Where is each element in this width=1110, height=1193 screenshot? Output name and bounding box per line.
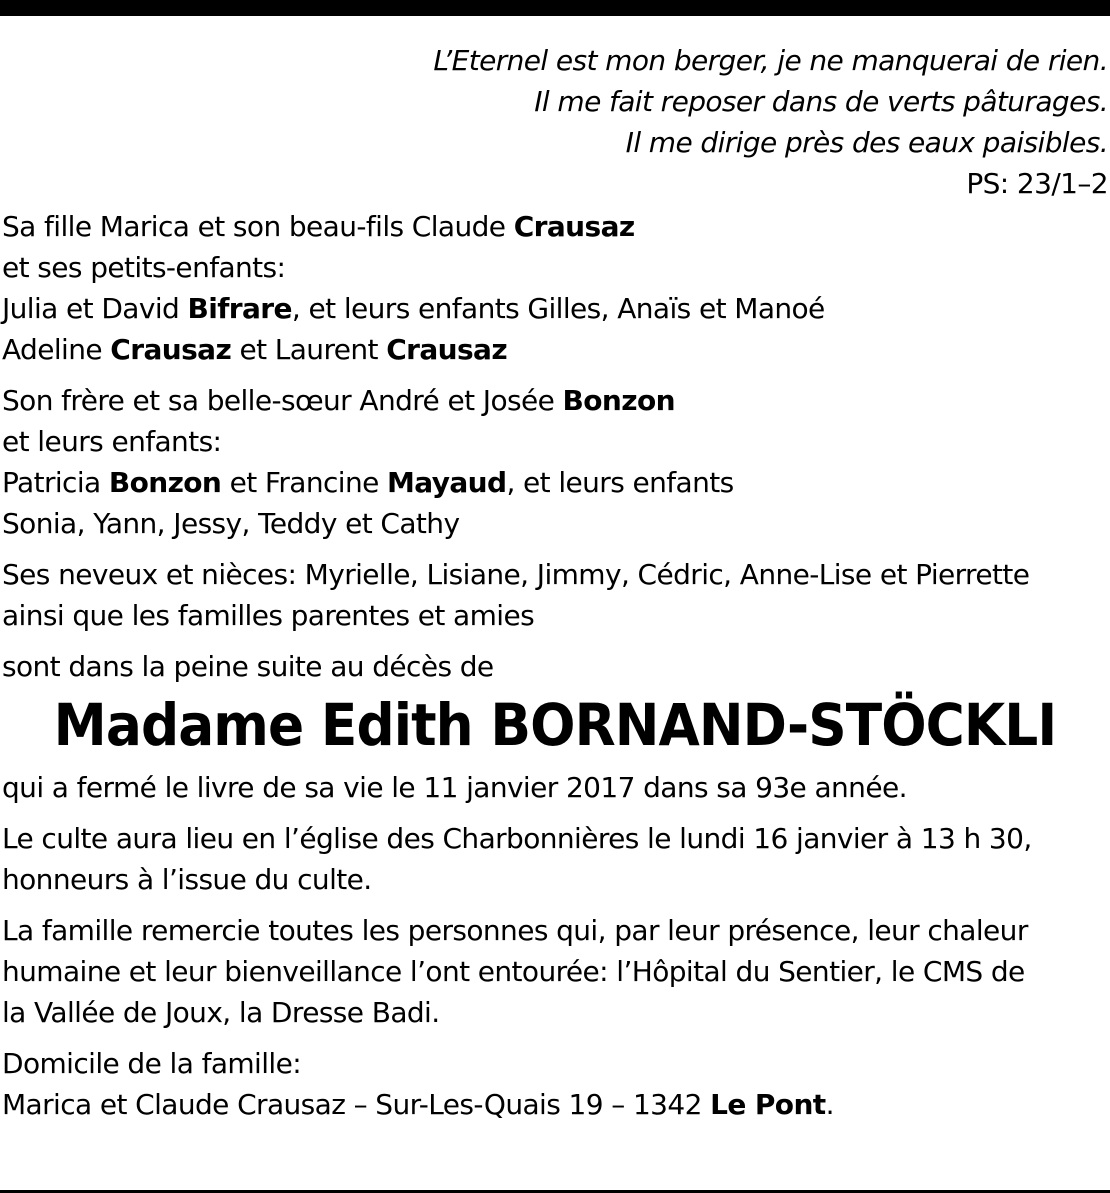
text: Julia et David — [2, 292, 188, 325]
surname: Bifrare — [187, 292, 292, 325]
surname: Crausaz — [386, 333, 508, 366]
death-notice-line: qui a fermé le livre de sa vie le 11 janvier 2017 dans sa 93e année. — [2, 771, 907, 804]
relatives-line: ainsi que les familles parentes et amies — [2, 599, 535, 632]
domicile-label: Domicile de la famille: — [2, 1047, 302, 1080]
text: Adeline — [2, 333, 111, 366]
service-block — [2, 818, 1108, 900]
thanks-line: humaine et leur bienveillance l’ont entourée: l’Hôpital du Sentier, le CMS de — [2, 955, 1025, 988]
deceased-name: Madame Edith BORNAND-STÖCKLI — [53, 691, 1057, 759]
family-line: et ses petits-enfants: — [2, 251, 286, 284]
town: Le Pont — [710, 1088, 826, 1121]
announcement-block — [2, 646, 1108, 687]
text: Son frère et sa belle-sœur André et Josée — [2, 384, 563, 417]
verse-line: Il me fait reposer dans de verts pâturages. — [534, 85, 1108, 118]
family-line — [2, 206, 1108, 247]
text: , et leurs enfants — [506, 466, 734, 499]
top-border — [0, 0, 1110, 16]
domicile-address — [2, 1084, 1108, 1125]
family-line — [2, 380, 1108, 421]
verse-line: Il me dirige près des eaux paisibles. — [625, 126, 1108, 159]
psalm-verse — [2, 40, 1108, 163]
text: . — [825, 1088, 834, 1121]
family-line: et leurs enfants: — [2, 425, 222, 458]
text: Marica et Claude Crausaz – Sur-Les-Quais 19 – 1342 — [2, 1088, 711, 1121]
service-line: honneurs à l’issue du culte. — [2, 863, 372, 896]
surname: Bonzon — [108, 466, 222, 499]
surname: Bonzon — [562, 384, 675, 417]
relatives-block — [2, 554, 1108, 636]
verse-reference: PS: 23/1–2 — [966, 167, 1108, 200]
family-line — [2, 462, 1108, 503]
text: Sa fille Marica et son beau-fils Claude — [2, 210, 514, 243]
thanks-line: La famille remercie toutes les personnes qui, par leur présence, leur chaleur — [2, 914, 1028, 947]
obituary-notice — [2, 40, 1108, 1125]
family-line — [2, 288, 1108, 329]
surname: Mayaud — [387, 466, 507, 499]
family-line: Sonia, Yann, Jessy, Teddy et Cathy — [2, 507, 460, 540]
surname: Crausaz — [110, 333, 232, 366]
service-line: Le culte aura lieu en l’église des Charbonnières le lundi 16 janvier à 13 h 30, — [2, 822, 1032, 855]
thanks-block — [2, 910, 1108, 1033]
text: et Laurent — [231, 333, 387, 366]
relatives-line: Ses neveux et nièces: Myrielle, Lisiane, Jimmy, Cédric, Anne-Lise et Pierrette — [2, 558, 1030, 591]
text: , et leurs enfants Gilles, Anaïs et Manoé — [291, 292, 825, 325]
surname: Crausaz — [513, 210, 635, 243]
family-brother-block — [2, 380, 1108, 544]
domicile-block — [2, 1043, 1108, 1125]
family-line — [2, 329, 1108, 370]
verse-line: L’Eternel est mon berger, je ne manquerai de rien. — [433, 44, 1108, 77]
announcement-line: sont dans la peine suite au décès de — [2, 650, 494, 683]
death-notice-block — [2, 767, 1108, 808]
thanks-line: la Vallée de Joux, la Dresse Badi. — [2, 996, 440, 1029]
text: et Francine — [221, 466, 388, 499]
text: Patricia — [2, 466, 109, 499]
family-daughter-block — [2, 206, 1108, 370]
